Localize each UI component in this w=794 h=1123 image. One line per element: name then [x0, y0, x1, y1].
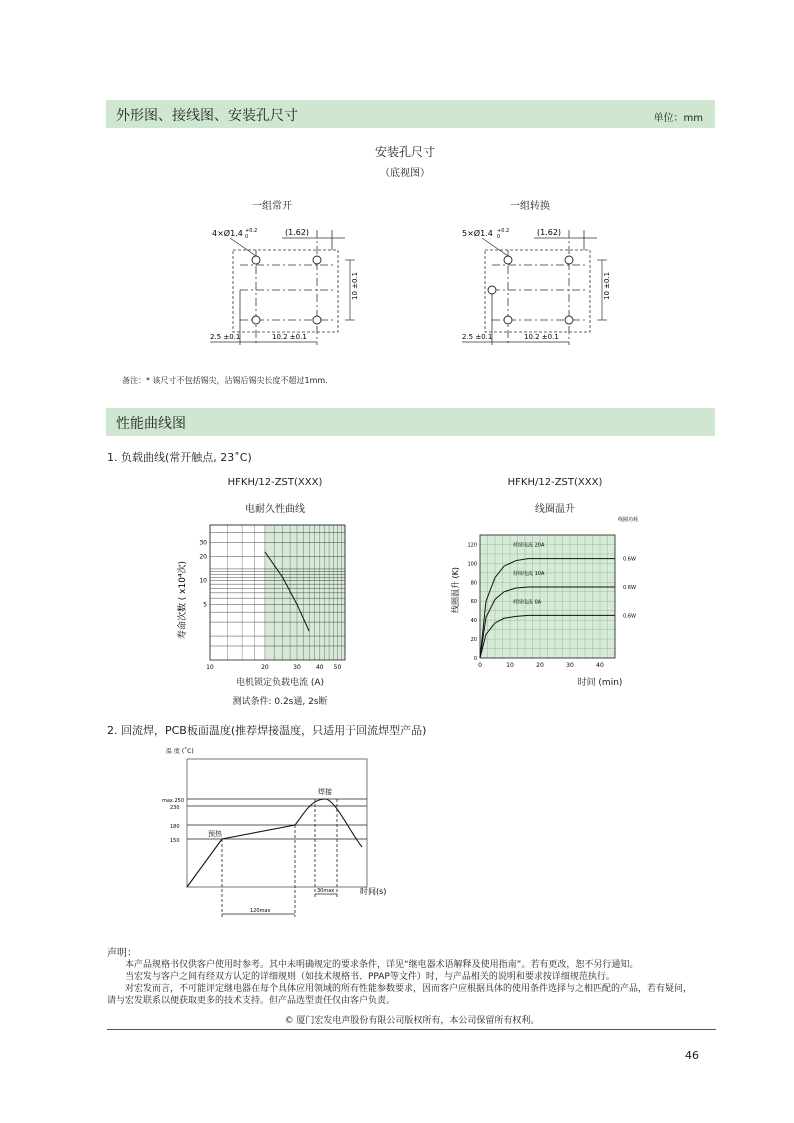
dimension-offset: 2.5 ±0.1: [210, 333, 241, 341]
drawing-form-c: [452, 220, 622, 350]
tick-230: 230: [170, 805, 180, 811]
tick-180: 180: [170, 824, 180, 830]
x-tick-label: 20: [536, 662, 544, 669]
chart2-x-axis-label: 时间 (min): [577, 678, 623, 688]
dimension-pitch: (1.62): [285, 228, 310, 237]
section-title: 性能曲线图: [116, 416, 186, 432]
label-1a: 一组常开: [252, 201, 292, 212]
dimension-offset: 2.5 ±0.1: [462, 333, 493, 341]
y-axis-label: 寿命次数 ( x10⁴次): [178, 560, 188, 640]
reflow-heading: 2. 回流焊，PCB板面温度(推荐焊接温度，只适用于回流焊型产品): [107, 724, 427, 737]
dimension-width: 10.2 ±0.1: [272, 333, 307, 341]
series-label: 持续电流 20A: [513, 542, 545, 549]
copyright: © 厦门宏发电声股份有限公司版权所有，本公司保留所有权利。: [284, 1016, 540, 1026]
hole: [252, 256, 260, 264]
hole: [504, 256, 512, 264]
y-tick-label: 100: [467, 561, 477, 568]
chart1-model: HFKH/12-ZST(XXX): [227, 477, 323, 488]
dimension-height: 10 ±0.1: [351, 271, 359, 300]
section-header-curves: [106, 408, 715, 436]
x-tick-label: 50: [333, 664, 342, 671]
solder-label: 焊接: [318, 788, 332, 796]
shaded-region: [265, 525, 345, 660]
statement-line: 对宏发而言，不可能评定继电器在每个具体应用领域的所有性能参数要求，因而客户应根据具体的使用条件选择与之相匹配的产品，若有疑问，: [125, 984, 693, 994]
footer-rule: [107, 1029, 716, 1030]
hole: [565, 256, 573, 264]
y-tick-label: 5: [203, 601, 207, 609]
statement-line: 请与宏发联系以便获取更多的技术支持。但产品选型责任仅由客户负责。: [107, 996, 396, 1006]
chart1-title: 电耐久性曲线: [245, 504, 305, 515]
x-tick-label: 10: [206, 664, 214, 671]
hole: [565, 316, 573, 324]
page-number: 46: [685, 1049, 699, 1062]
dimension-pitch: (1.62): [537, 228, 562, 237]
statement-line: 本产品规格书仅供客户使用时参考。其中未明确规定的要求条件，详见“继电器术语解释及使用指南”。若有更改，恕不另行通知。: [125, 960, 639, 970]
legend-title: 线圈功耗: [618, 517, 639, 523]
x-tick-label: 40: [315, 664, 324, 671]
dimension-height: 10 ±0.1: [603, 271, 611, 300]
tick-max250: max.250: [162, 798, 185, 804]
coil-temperature-rise-chart: [440, 510, 670, 685]
statement-line: 当宏发与客户之间有经双方认定的详细规则（如技术规格书、PPAP等文件）时，与产品相关的说明和要求按详细规范执行。: [125, 972, 615, 982]
x-tick-label: 0: [478, 662, 482, 669]
test-condition: 测试条件: 0.2s通, 2s断: [232, 697, 328, 707]
chart1-x-axis-label: 电机锁定负载电流 (A): [235, 678, 325, 688]
power-label: 0.6W: [623, 613, 636, 620]
y-tick-label: 80: [470, 580, 477, 587]
y-tick-label: 120: [467, 542, 477, 549]
y-tick-label: 20: [470, 637, 477, 644]
tolerance-bottom: 0: [497, 234, 501, 240]
tolerance-top: +0.2: [245, 228, 258, 234]
section-title: 外形图、接线图、安装孔尺寸: [116, 108, 298, 124]
hole: [313, 316, 321, 324]
tolerance-top: +0.2: [497, 228, 510, 234]
bottom-view-label: （底视图）: [380, 168, 430, 179]
power-label: 0.6W: [623, 585, 636, 592]
hole-spec: 4×Ø1.4: [212, 229, 243, 238]
hole: [504, 316, 512, 324]
load-curve-heading: 1. 负载曲线(常开触点, 23˚C): [107, 451, 252, 464]
y-tick-label: 60: [470, 599, 477, 606]
preheat-duration: 120max: [250, 908, 271, 914]
y-tick-label: 30: [199, 539, 207, 547]
hole-spec: 5×Ø1.4: [462, 229, 493, 238]
x-tick-label: 40: [596, 662, 604, 669]
chart2-title: 线圈温升: [535, 504, 575, 515]
power-label: 0.6W: [623, 556, 636, 563]
statement-title: 声明：: [107, 948, 137, 959]
hole: [488, 286, 496, 294]
y-axis-label: 线圈温升 (K): [451, 566, 460, 614]
chart2-model: HFKH/12-ZST(XXX): [507, 477, 603, 488]
hole: [252, 316, 260, 324]
section-header-dimensions: [106, 100, 715, 128]
preheat-label: 预热: [208, 830, 222, 838]
statement-body: [107, 959, 717, 1007]
y-tick-label: 40: [470, 618, 477, 625]
reflow-profile-chart: [150, 742, 410, 922]
x-tick-label: 30: [566, 662, 574, 669]
hole: [313, 256, 321, 264]
label-1c: 一组转换: [510, 201, 550, 212]
endurance-chart: [175, 520, 360, 685]
drawing-form-a: [200, 220, 370, 350]
y-tick-label: 10: [199, 577, 207, 585]
dimension-width: 10.2 ±0.1: [524, 333, 559, 341]
mounting-hole-heading: 安装孔尺寸: [374, 145, 435, 159]
dimension-note: 备注：* 该尺寸不包括锡尖，沾锡后锡尖长度不超过1mm.: [122, 376, 328, 385]
series-label: 持续电流 10A: [513, 571, 545, 578]
series-label: 持续电流 0A: [513, 599, 542, 606]
tolerance-bottom: 0: [245, 234, 249, 240]
solder-duration: 30max: [317, 888, 335, 894]
y-tick-label: 0: [473, 656, 477, 662]
x-tick-label: 30: [293, 664, 301, 671]
x-tick-label: 20: [261, 664, 269, 671]
y-tick-label: 20: [199, 553, 207, 561]
y-axis-label: 温 度 (˚C): [166, 748, 194, 755]
x-axis-label: 时间(s): [360, 887, 387, 896]
unit-label: 单位：mm: [653, 113, 703, 124]
tick-150: 150: [170, 838, 180, 844]
x-tick-label: 10: [506, 662, 514, 669]
